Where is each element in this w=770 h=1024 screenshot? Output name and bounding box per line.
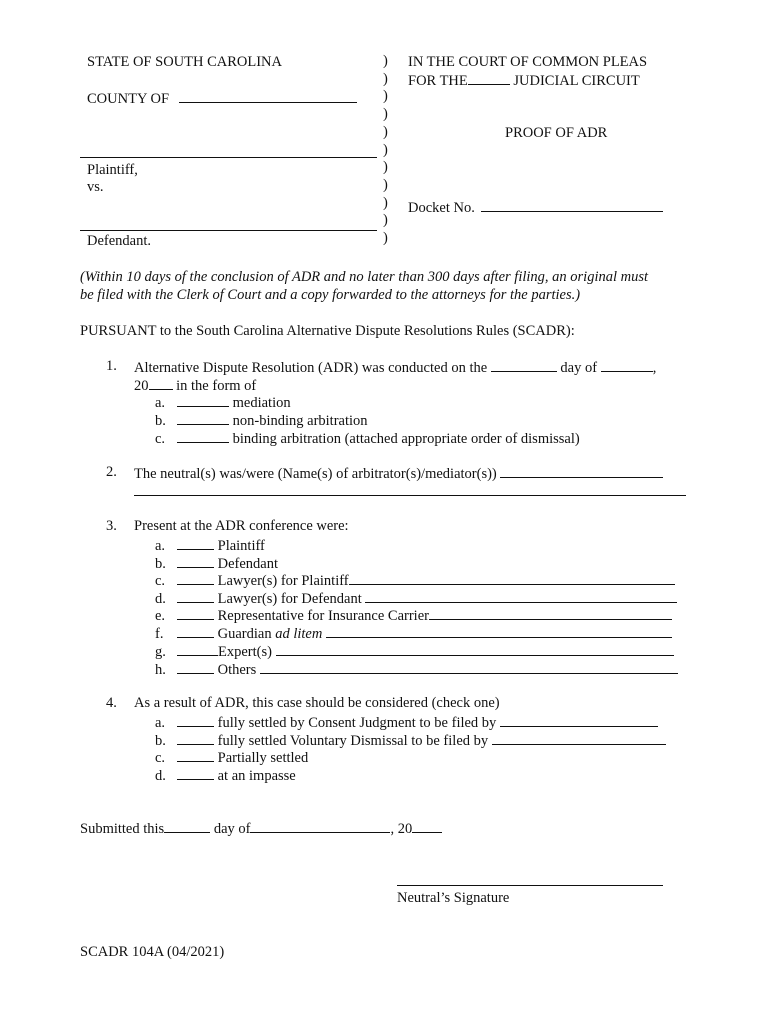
plaintiff-lawyer-field[interactable] [349, 571, 675, 585]
checkbox-line[interactable] [177, 731, 214, 745]
county-label: COUNTY OF [87, 89, 357, 108]
item3-option-h: h. Others [155, 660, 678, 679]
item4-heading: As a result of ADR, this case should be considered (check one) [134, 695, 500, 711]
checkbox-line[interactable] [177, 393, 229, 407]
signature-label: Neutral’s Signature [397, 890, 510, 906]
others-field[interactable] [260, 660, 678, 674]
checkbox-line[interactable] [177, 606, 214, 620]
checkbox-line[interactable] [177, 554, 214, 568]
adr-month-field[interactable] [601, 358, 653, 372]
checkbox-line[interactable] [177, 571, 214, 585]
checkbox-line[interactable] [177, 589, 214, 603]
defendant-lawyer-field[interactable] [365, 589, 677, 603]
checkbox-line[interactable] [177, 411, 229, 425]
defendant-name-field[interactable] [80, 230, 377, 231]
guardian-field[interactable] [326, 624, 672, 638]
checkbox-line[interactable] [177, 748, 214, 762]
item4-option-d: d. at an impasse [155, 768, 296, 784]
adr-year-field[interactable] [149, 376, 173, 390]
item1-number: 1. [106, 358, 117, 374]
court-name-line1: IN THE COURT OF COMMON PLEAS [408, 54, 648, 70]
court-name-line2: FOR THE JUDICIAL CIRCUIT [408, 73, 640, 89]
item3-option-d: d. Lawyer(s) for Defendant [155, 589, 677, 608]
item3-heading: Present at the ADR conference were: [134, 518, 349, 534]
item4-option-b: b. fully settled Voluntary Dismissal to be filed by [155, 731, 666, 750]
expert-field[interactable] [276, 642, 674, 656]
item3-option-f: f. Guardian ad litem [155, 624, 672, 643]
checkbox-line[interactable] [177, 660, 214, 674]
checkbox-line[interactable] [177, 536, 214, 550]
checkbox-line[interactable] [177, 429, 229, 443]
submitted-month-field[interactable] [250, 819, 390, 833]
item3-number: 3. [106, 518, 117, 534]
consent-judgment-date-field[interactable] [500, 713, 658, 727]
item3-option-g: g. Expert(s) [155, 642, 674, 661]
item4-number: 4. [106, 695, 117, 711]
item1-option-c: c. binding arbitration (attached appropriate order of dismissal) [155, 431, 580, 447]
docket-field[interactable] [481, 198, 663, 212]
neutral-name-field-2[interactable] [134, 495, 686, 496]
defendant-label: Defendant. [87, 233, 152, 249]
caption-divider: ) ) ) ) ) ) ) ) ) ) ) [383, 53, 388, 247]
submitted-line: Submitted this day of , 20 [80, 819, 442, 838]
item3-option-e: e. Representative for Insurance Carrier [155, 606, 672, 625]
signature-field[interactable] [397, 885, 663, 886]
item2-number: 2. [106, 464, 117, 480]
item4-option-a: a. fully settled by Consent Judgment to be filed by [155, 713, 658, 732]
item3-option-c: c. Lawyer(s) for Plaintiff [155, 571, 675, 590]
voluntary-dismissal-date-field[interactable] [492, 731, 666, 745]
docket-label: Docket No. [408, 198, 663, 217]
adr-day-field[interactable] [491, 358, 557, 372]
instructions-line1: (Within 10 days of the conclusion of ADR and no later than 300 days after filing, an original must [80, 269, 649, 285]
neutral-name-field[interactable] [500, 464, 663, 478]
state-label: STATE OF SOUTH CAROLINA [87, 54, 282, 70]
item1-option-a: a. mediation [155, 395, 291, 411]
circuit-field[interactable] [468, 71, 510, 85]
form-code: SCADR 104A (04/2021) [80, 944, 225, 960]
county-field[interactable] [179, 89, 357, 103]
insurance-rep-field[interactable] [429, 606, 672, 620]
checkbox-line[interactable] [177, 642, 218, 656]
pursuant-statement: PURSUANT to the South Carolina Alternative Dispute Resolutions Rules (SCADR): [80, 323, 575, 339]
plaintiff-label: Plaintiff, [87, 162, 138, 178]
vs-label: vs. [87, 179, 104, 195]
item3-option-a: a. Plaintiff [155, 538, 265, 554]
form-title: PROOF OF ADR [505, 125, 608, 141]
item1-line2: 20 in the form of [134, 378, 257, 394]
plaintiff-name-field[interactable] [80, 157, 377, 158]
checkbox-line[interactable] [177, 766, 214, 780]
item2-line1: The neutral(s) was/were (Name(s) of arbitrator(s)/mediator(s)) [134, 464, 663, 483]
submitted-day-field[interactable] [164, 819, 210, 833]
item1-line1: Alternative Dispute Resolution (ADR) was conducted on the day of , [134, 360, 657, 376]
checkbox-line[interactable] [177, 713, 214, 727]
item3-option-b: b. Defendant [155, 556, 279, 572]
instructions-line2: be filed with the Clerk of Court and a copy forwarded to the attorneys for the parties.) [80, 287, 581, 303]
submitted-year-field[interactable] [412, 819, 442, 833]
checkbox-line[interactable] [177, 624, 214, 638]
item4-option-c: c. Partially settled [155, 750, 309, 766]
item1-option-b: b. non-binding arbitration [155, 413, 368, 429]
